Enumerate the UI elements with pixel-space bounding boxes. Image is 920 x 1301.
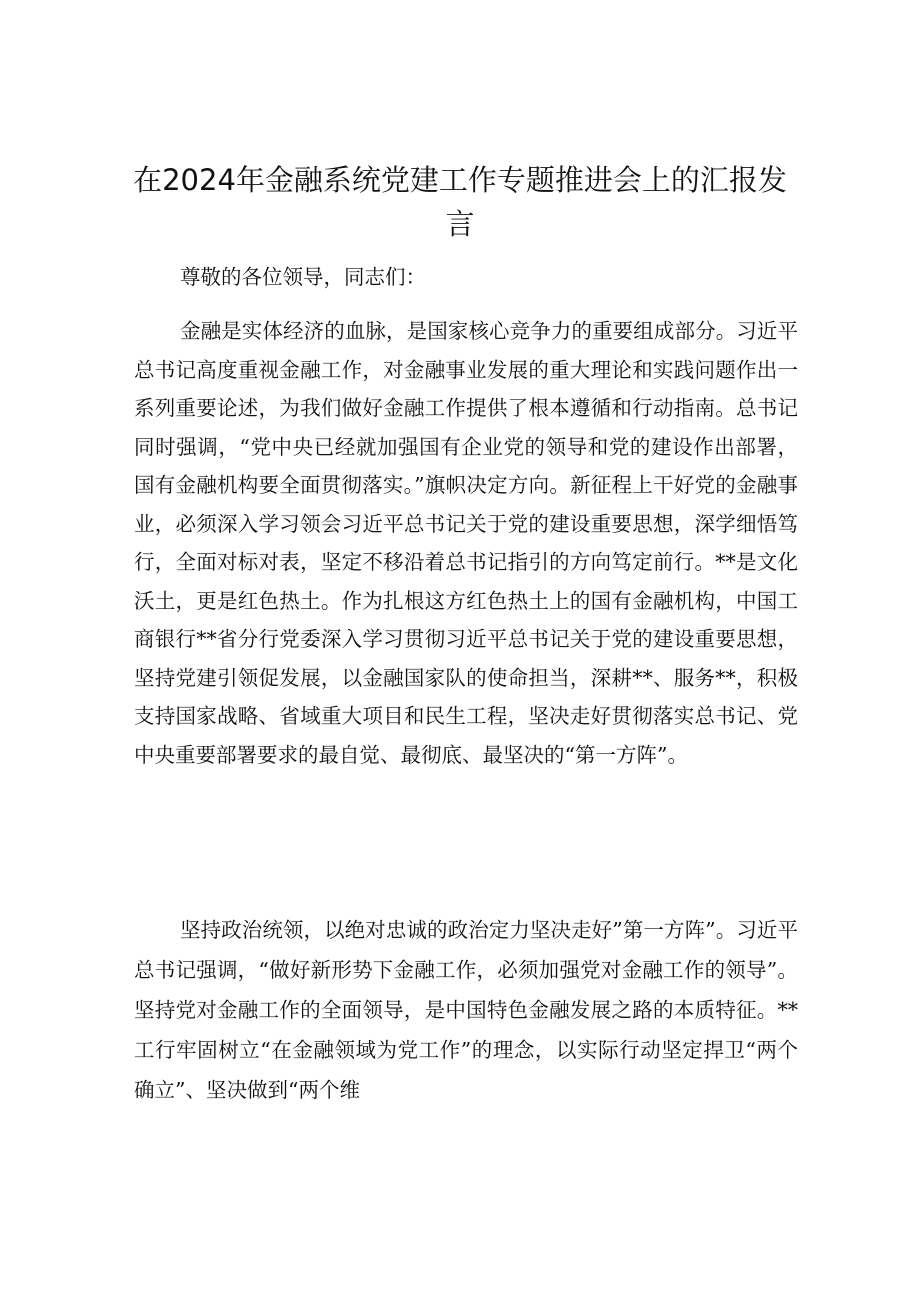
salutation: 尊敬的各位领导，同志们： xyxy=(180,265,426,289)
paragraph-1: 金融是实体经济的血脉，是国家核心竞争力的重要组成部分。习近平总书记高度重视金融工作，对金融事业发展的重大理论和实践问题作出一系列重要论述，为我们做好金融工作提供了根本遵循和行动指南。总书记同时强调，“党中央已经就加强国有企业党的领导和党的建设作出部署，国有金融机构要全面贯彻落实。”旗帜决定方向。新征程上干好党的金融事业，必须深入学习领会习近平总书记关于党的建设重要思想，深学细悟笃行，全面对标对表，坚定不移沿着总书记指引的方向笃定前行。**是文化沃土，更是红色热土。作为扎根这方红色热土上的国有金融机构，中国工商银行**省分行党委深入学习贯彻习近平总书记关于党的建设重要思想，坚持党建引领促发展，以金融国家队的使命担当，深耕**、服务**，积极支持国家战略、省域重大项目和民生工程，坚决走好贯彻落实总书记、党中央重要部署要求的最自觉、最彻底、最坚决的“第一方阵”。 xyxy=(134,319,798,767)
document-title: 在2024年金融系统党建工作专题推进会上的汇报发言 xyxy=(133,163,787,241)
paragraph-2: 坚持政治统领，以绝对忠诚的政治定力坚决走好”第一方阵”。习近平总书记强调，“做好新形势下金融工作，必须加强党对金融工作的领导”。坚持党对金融工作的全面领导，是中国特色金融发展之路的本质特征。**工行牢固树立“在金融领域为党工作”的理念，以实际行动坚定捍卫“两个确立”、坚决做到“两个维 xyxy=(134,918,798,1102)
